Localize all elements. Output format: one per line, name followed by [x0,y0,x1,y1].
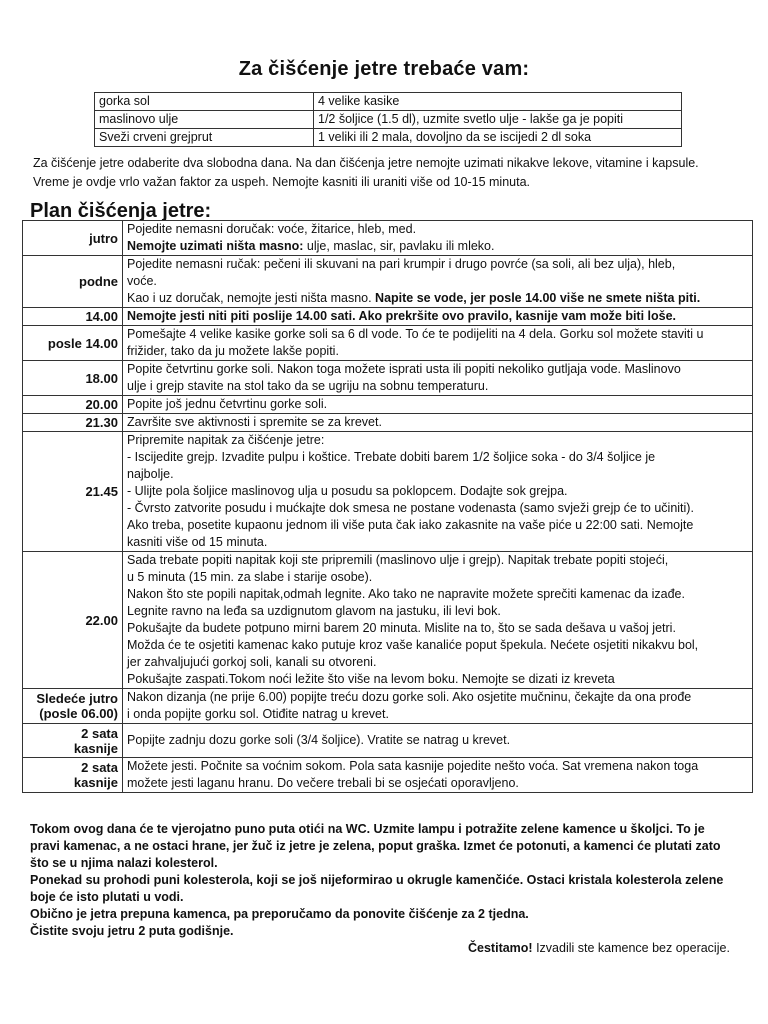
plan-description [123,552,753,689]
plan-line [127,414,748,431]
plan-description [123,689,753,724]
plan-line-text: Popite četvrtinu gorke soli. Nakon toga možete isprati usta ili popiti nekoliko gutljaja vode. Maslinovo [127,362,681,376]
plan-description [123,432,753,552]
plan-line [127,654,748,671]
plan-time-label: kasnije [73,740,118,756]
intro-line: Vreme je ovdje vrlo važan faktor za uspeh. Nemojte kasniti ili uraniti više od 10-15 minuta. [33,175,530,189]
plan-time-label: 2 sata [81,760,118,775]
ingredient-name: gorka sol [95,93,314,111]
plan-line-text: Pokušajte da budete potpuno mirni barem 20 minuta. Mislite na to, što se sada dešava u vašoj jetri. [127,621,676,635]
ingredient-row [95,129,682,147]
plan-line [127,732,748,749]
plan-row [23,552,753,689]
plan-row [23,724,753,758]
plan-time [23,326,123,361]
plan-line-bold: Nemojte jesti niti piti poslije 14.00 sati. Ako prekršite ovo pravilo, kasnije vam može biti loše. [127,309,677,323]
plan-line [127,603,748,620]
plan-line [127,290,748,307]
plan-time-label: kasnije [73,775,118,790]
plan-row [23,256,753,308]
plan-line [127,517,748,534]
plan-time-label: 21.30 [85,415,118,430]
plan-line-text: u 5 minuta (15 min. za slabe i starije osobe). [127,570,373,584]
congrats-bold: Čestitamo! [468,941,533,955]
plan-time [23,256,123,308]
plan-line-text: - Ulijte pola šoljice maslinovog ulja u posudu sa poklopcem. Dodajte sok grejpa. [127,484,568,498]
plan-time-label: 21.45 [85,484,118,499]
plan-line [127,671,748,688]
ingredient-name: maslinovo ulje [95,111,314,129]
plan-description [123,724,753,758]
plan-line [127,706,748,723]
plan-time-label: 2 sata [81,725,118,741]
plan-time-label: Sledeće jutro [36,691,118,706]
plan-time-label: 22.00 [85,612,118,628]
plan-line [127,500,748,517]
plan-line [127,534,748,551]
plan-heading: Plan čišćenja jetre: [30,200,212,222]
ingredient-amount: 1/2 šoljice (1.5 dl), uzmite svetlo ulje - lakše ga je popiti [314,111,682,129]
intro-line: Za čišćenje jetre odaberite dva slobodna dana. Na dan čišćenja jetre nemojte uzimati nikakve lekove, vitamine i kapsule. [33,156,699,170]
plan-time [23,432,123,552]
footer-line: Obično je jetra prepuna kamenca, pa preporučamo da ponovite čišćenje za 2 tjedna. [30,907,529,921]
plan-line-text: Pojedite nemasni ručak: pečeni ili skuvani na pari krumpir i drugo povrće (sa soli, ali bez ulja), hleb, [127,257,676,271]
plan-line-text: Popijte zadnju dozu gorke soli (3/4 šoljice). Vratite se natrag u krevet. [127,733,511,747]
plan-line [127,343,748,360]
footer-line: što se u njima nalazi kolesterol. [30,856,218,870]
ingredient-row [95,111,682,129]
plan-time-label: podne [79,274,118,289]
plan-line-text: Pokušajte zaspati.Tokom noći ležite što više na levom boku. Nemojte se dizati iz kreveta [127,672,615,686]
footer-notes [30,821,746,940]
plan-line-text: Sada trebate popiti napitak koji ste pripremili (maslinovo ulje i grejp). Napitak trebate popiti stojeći, [127,553,669,567]
intro-paragraph [33,154,753,192]
plan-line-text: Ako treba, posetite kupaonu jednom ili više puta čak iako zakasnite na vaše piće u 22:00 sati. Nemojte [127,518,694,532]
plan-description [123,256,753,308]
plan-description [123,414,753,432]
plan-line [127,221,748,238]
footer-line: Ponekad su prohodi puni kolesterola, koji se još nijeformirao u okrugle kamenčiće. Ostaci kristala kolesterola zelene [30,873,724,887]
plan-row [23,689,753,724]
plan-line-text: ulje i grejp stavite na stol tako da se ugriju na sobnu temperaturu. [127,379,489,393]
footer-line: boje će isto plutati u vodi. [30,890,184,904]
plan-line [127,758,748,775]
plan-line-bold: Nemojte uzimati ništa masno: [127,239,304,253]
plan-line [127,552,748,569]
plan-line [127,308,748,325]
plan-row [23,758,753,793]
plan-description [123,326,753,361]
plan-line [127,569,748,586]
plan-line-text: - Čvrsto zatvorite posudu i mućkajte dok smesa ne postane vodenasta (samo svježi grejp će to učiniti). [127,501,694,515]
plan-time [23,308,123,326]
plan-line-text: Nakon dizanja (ne prije 6.00) popijte treću dozu gorke soli. Ako osjetite mučninu, čekajte da ona prođe [127,690,692,704]
plan-line-text: jer zahvaljujući gorkoj soli, kanali su otvoreni. [127,655,377,669]
plan-time [23,396,123,414]
plan-line [127,326,748,343]
plan-description [123,361,753,396]
plan-line [127,449,748,466]
footer-line: Tokom ovog dana će te vjerojatno puno puta otići na WC. Uzmite lampu i potražite zelene kamence u školjci. To je [30,822,705,836]
plan-line-text: Kao i uz doručak, nemojte jesti ništa masno. [127,291,376,305]
plan-line-bold: Napite se vode, jer posle 14.00 više ne smete ništa piti. [375,291,701,305]
plan-row [23,432,753,552]
plan-time-label: jutro [89,230,118,246]
plan-line [127,432,748,449]
plan-description [123,396,753,414]
plan-time [23,758,123,793]
plan-line-text: Pomešajte 4 velike kasike gorke soli sa 6 dl vode. To će te podijeliti na 4 dela. Gorku sol možete staviti u [127,327,704,341]
plan-line [127,361,748,378]
plan-line [127,466,748,483]
plan-row [23,414,753,432]
plan-line [127,396,748,413]
ingredient-amount: 1 veliki ili 2 mala, dovoljno da se iscijedi 2 dl soka [314,129,682,147]
plan-line-text: frižider, tako da ju možete lakše popiti. [127,344,339,358]
plan-line [127,586,748,603]
plan-line-text: Popite još jednu četvrtinu gorke soli. [127,397,328,411]
plan-line-text: ulje, maslac, sir, pavlaku ili mleko. [303,239,495,253]
plan-line [127,378,748,395]
plan-line [127,273,748,290]
plan-time-label: (posle 06.00) [39,706,118,721]
plan-line-text: i onda popijte gorku sol. Otiđite natrag u krevet. [127,707,389,721]
plan-line [127,483,748,500]
plan-line-text: kasniti više od 15 minuta. [127,535,268,549]
plan-line-text: Završite sve aktivnosti i spremite se za krevet. [127,415,382,429]
footer-line: Čistite svoju jetru 2 puta godišnje. [30,924,234,938]
plan-row [23,326,753,361]
document-title: Za čišćenje jetre trebaće vam: [238,58,530,80]
plan-description [123,221,753,256]
ingredient-row [95,93,682,111]
plan-line [127,256,748,273]
plan-row [23,396,753,414]
plan-time [23,552,123,689]
plan-time [23,724,123,758]
plan-description [123,758,753,793]
plan-line-text: možete jesti laganu hranu. Do večere trebali bi se osjećati oporavljeno. [127,776,519,790]
plan-time [23,414,123,432]
plan-line [127,689,748,706]
plan-line-text: Možete jesti. Počnite sa voćnim sokom. Pola sata kasnije pojedite nešto voća. Sat vremena nakon toga [127,759,699,773]
plan-row [23,308,753,326]
plan-time-label: 14.00 [85,309,118,324]
plan-description [123,308,753,326]
plan-line-text: Legnite ravno na leđa sa uzdignutom glavom na jastuku, ili levi bok. [127,604,501,618]
plan-time-label: 20.00 [85,397,118,412]
plan-line-text: voće. [127,274,157,288]
plan-row [23,361,753,396]
plan-time [23,221,123,256]
ingredients-table [94,92,682,147]
congratulations-line [468,941,758,955]
plan-line-text: - Iscijedite grejp. Izvadite pulpu i koštice. Trebate dobiti barem 1/2 šoljice soka - do 3/4 šoljice je [127,450,656,464]
plan-time [23,361,123,396]
plan-row [23,221,753,256]
plan-line [127,238,748,255]
plan-line [127,775,748,792]
ingredient-amount: 4 velike kasike [314,93,682,111]
footer-line: pravi kamenac, a ne ostaci hrane, jer žuč iz jetre je zelena, poput graška. Izmet će potonuti, a kamenci će plutati zato [30,839,721,853]
congrats-text: Izvadili ste kamence bez operacije. [532,941,730,955]
plan-line [127,637,748,654]
plan-line-text: Pojedite nemasni doručak: voće, žitarice, hleb, med. [127,222,417,236]
plan-table [22,220,753,793]
plan-line [127,620,748,637]
plan-time-label: 18.00 [85,370,118,386]
plan-line-text: Možda će te osjetiti kamenac kako putuje kroz vaše kanaliće poput špekula. Nećete osjetiti nikakvu bol, [127,638,699,652]
ingredient-name: Sveži crveni grejprut [95,129,314,147]
plan-time-label: posle 14.00 [47,335,118,351]
plan-time [23,689,123,724]
plan-line-text: Pripremite napitak za čišćenje jetre: [127,433,325,447]
plan-line-text: Nakon što ste popili napitak,odmah legnite. Ako tako ne napravite možete sprečiti kamenac da izađe. [127,587,685,601]
plan-line-text: najbolje. [127,467,174,481]
